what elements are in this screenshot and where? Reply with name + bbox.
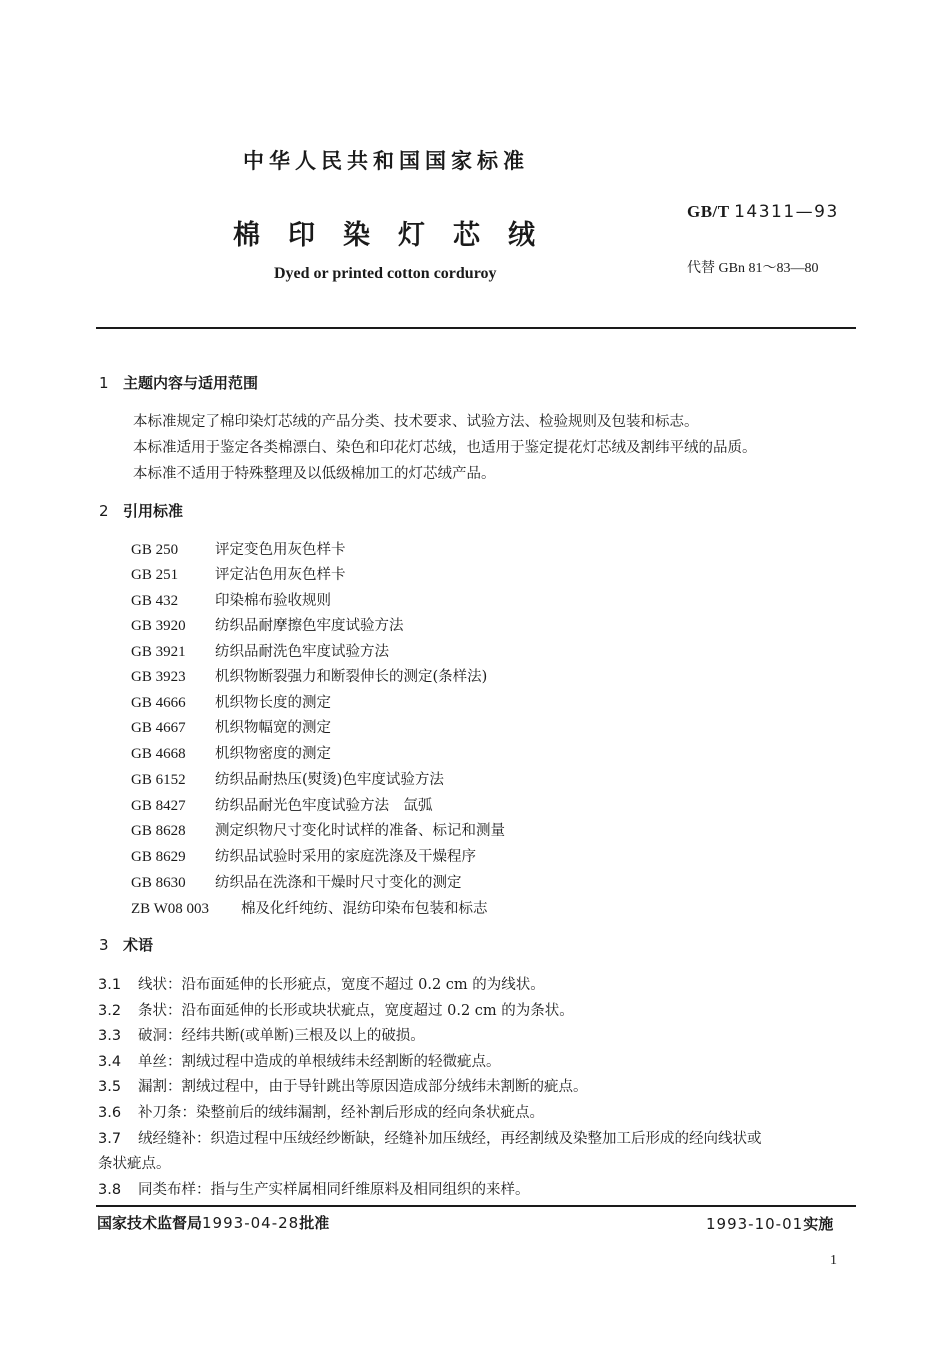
- section-number: 3: [99, 936, 109, 954]
- reference-item: [131, 819, 505, 840]
- reference-code: GB 3921: [131, 644, 186, 660]
- section-title: 引用标准: [123, 502, 184, 520]
- section-3-heading: [99, 934, 153, 955]
- reference-title: 评定沾色用灰色样卡: [215, 567, 346, 583]
- reference-title: 机织物断裂强力和断裂伸长的测定(条样法): [215, 669, 488, 685]
- reference-code: GB 250: [131, 542, 179, 558]
- reference-item: [131, 716, 331, 737]
- term-text: 条状：沿布面延伸的长形或块状疵点，宽度超过 0.2 cm 的为条状。: [138, 1003, 574, 1019]
- document-title: 棉印染灯芯绒: [233, 220, 563, 251]
- section-number: 2: [99, 502, 109, 520]
- section-number: 1: [99, 374, 109, 392]
- section-title: 术语: [123, 936, 154, 954]
- reference-code: GB 4666: [131, 695, 186, 711]
- term-number: 3.1: [98, 977, 122, 993]
- section-title: 主题内容与适用范围: [123, 374, 259, 392]
- replaces-note: 代替 GBn 81～83—80: [687, 261, 819, 276]
- reference-item: [131, 589, 331, 610]
- reference-code: GB 432: [131, 593, 179, 609]
- reference-item: [131, 845, 476, 866]
- standard-number: [687, 202, 839, 222]
- term-text: 线状：沿布面延伸的长形疵点，宽度不超过 0.2 cm 的为线状。: [138, 977, 545, 993]
- standard-prefix: GB/T: [687, 202, 730, 221]
- term-continuation: 条状疵点。: [98, 1156, 171, 1172]
- reference-title: 纺织品耐洗色牢度试验方法: [215, 644, 389, 660]
- term-number: 3.7: [98, 1131, 122, 1147]
- section-2-heading: [99, 500, 183, 521]
- reference-item: [131, 563, 346, 584]
- term-text: 破洞：经纬共断(或单断)三根及以上的破损。: [138, 1028, 425, 1044]
- implementation-line: [706, 1213, 833, 1234]
- approval-line: [97, 1212, 329, 1233]
- section-1-paragraph: 本标准不适用于特殊整理及以低级棉加工的灯芯绒产品。: [133, 466, 496, 482]
- reference-item: [131, 665, 487, 686]
- reference-item: [131, 794, 433, 815]
- reference-code: GB 4667: [131, 720, 186, 736]
- reference-item: [131, 614, 404, 635]
- reference-code: GB 8630: [131, 875, 186, 891]
- term-item: [98, 1050, 501, 1071]
- reference-title: 评定变色用灰色样卡: [215, 542, 346, 558]
- reference-code: GB 3920: [131, 618, 186, 634]
- reference-item: [131, 768, 444, 789]
- reference-title: 纺织品在洗涤和干燥时尺寸变化的测定: [215, 875, 462, 891]
- section-1-heading: [99, 372, 258, 393]
- approval-date: 1993-04-28: [202, 1214, 300, 1232]
- reference-code: GB 4668: [131, 746, 186, 762]
- reference-title: 机织物长度的测定: [215, 695, 331, 711]
- reference-code: GB 8427: [131, 798, 186, 814]
- reference-code: GB 8628: [131, 823, 186, 839]
- term-number: 3.6: [98, 1105, 122, 1121]
- term-item: [98, 1101, 544, 1122]
- reference-code: GB 251: [131, 567, 179, 583]
- reference-item: [131, 538, 346, 559]
- implementation-date: 1993-10-01: [706, 1215, 804, 1233]
- reference-code: ZB W08 003: [131, 901, 210, 917]
- reference-title: 印染棉布验收规则: [215, 593, 331, 609]
- term-text: 单丝：割绒过程中造成的单根绒纬未经割断的轻微疵点。: [138, 1054, 501, 1070]
- section-1-paragraph: 本标准适用于鉴定各类棉漂白、染色和印花灯芯绒，也适用于鉴定提花灯芯绒及割纬平绒的品质。: [133, 440, 757, 456]
- term-text: 绒经缝补：织造过程中压绒经纱断缺，经缝补加压绒经，再经割绒及染整加工后形成的经向线状或: [138, 1131, 762, 1147]
- section-1-paragraph: 本标准规定了棉印染灯芯绒的产品分类、技术要求、试验方法、检验规则及包装和标志。: [133, 414, 699, 430]
- reference-code: GB 6152: [131, 772, 186, 788]
- term-item: [98, 1178, 530, 1199]
- reference-item: [131, 742, 331, 763]
- term-item: [98, 1024, 425, 1045]
- reference-title: 机织物幅宽的测定: [215, 720, 331, 736]
- reference-item: [131, 897, 488, 918]
- term-number: 3.8: [98, 1182, 122, 1198]
- reference-title: 纺织品试验时采用的家庭洗涤及干燥程序: [215, 849, 476, 865]
- term-item: [98, 1127, 762, 1148]
- term-number: 3.3: [98, 1028, 122, 1044]
- reference-title: 纺织品耐摩擦色牢度试验方法: [215, 618, 404, 634]
- reference-title: 纺织品耐光色牢度试验方法 氙弧: [215, 798, 433, 814]
- term-text: 补刀条：染整前后的绒纬漏割，经补割后形成的经向条状疵点。: [138, 1105, 544, 1121]
- term-text: 漏割：割绒过程中，由于导针跳出等原因造成部分绒纬未割断的疵点。: [138, 1079, 588, 1095]
- reference-code: GB 3923: [131, 669, 186, 685]
- english-title: Dyed or printed cotton corduroy: [274, 265, 497, 282]
- reference-item: [131, 640, 389, 661]
- reference-title: 测定织物尺寸变化时试样的准备、标记和测量: [215, 823, 505, 839]
- term-item: [98, 1075, 588, 1096]
- page-number: 1: [830, 1253, 837, 1268]
- term-number: 3.5: [98, 1079, 122, 1095]
- reference-title: 机织物密度的测定: [215, 746, 331, 762]
- footer-divider: [96, 1205, 856, 1207]
- term-number: 3.2: [98, 1003, 122, 1019]
- term-item: [98, 999, 574, 1020]
- implementation-label: 实施: [803, 1215, 834, 1233]
- term-number: 3.4: [98, 1054, 122, 1070]
- reference-code: GB 8629: [131, 849, 186, 865]
- reference-item: [131, 871, 462, 892]
- term-item: [98, 973, 545, 994]
- approval-label: 批准: [299, 1214, 330, 1232]
- reference-item: [131, 691, 331, 712]
- reference-title: 纺织品耐热压(熨烫)色牢度试验方法: [215, 772, 444, 788]
- standard-code: 14311—93: [734, 202, 839, 222]
- header-divider: [96, 327, 856, 329]
- national-standard-title: 中华人民共和国国家标准: [243, 149, 529, 173]
- reference-title: 棉及化纤纯纺、混纺印染布包装和标志: [241, 901, 488, 917]
- term-text: 同类布样：指与生产实样属相同纤维原料及相同组织的来样。: [138, 1182, 530, 1198]
- approval-org: 国家技术监督局: [97, 1214, 203, 1232]
